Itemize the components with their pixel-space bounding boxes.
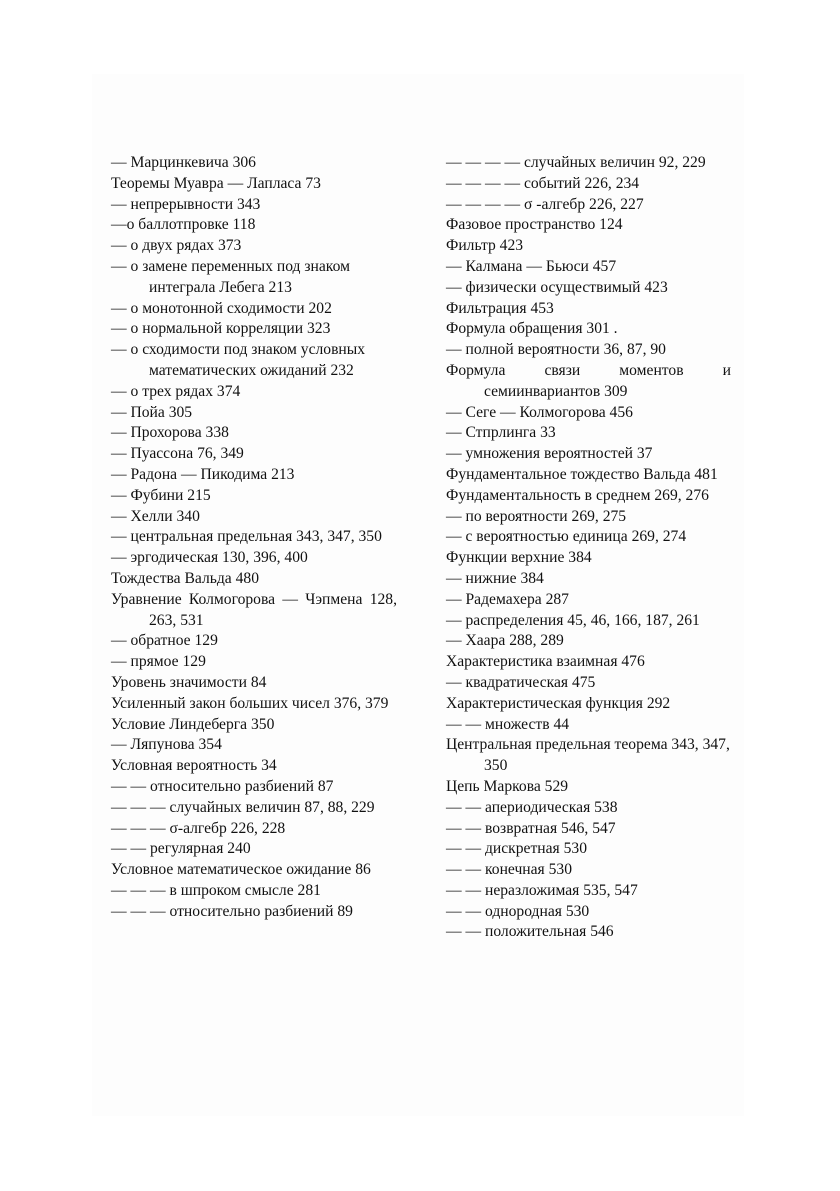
index-entry: — Стпрлинга 33 bbox=[446, 424, 556, 442]
index-entry: Усиленный закон больших чисел 376, 379 bbox=[111, 694, 389, 712]
index-entry: — Радемахера 287 bbox=[446, 590, 569, 608]
index-entry: — Хаара 288, 289 bbox=[446, 632, 564, 650]
index-entry: Уравнение Колмогорова — Чэпмена 128, 263, 531 bbox=[111, 590, 397, 629]
index-entry: Формула обращения 301 . bbox=[446, 320, 618, 338]
index-entry: — — регулярная 240 bbox=[111, 840, 251, 858]
index-entry: Фильтрация 453 bbox=[446, 299, 554, 317]
index-entry: — Пуассона 76, 349 bbox=[111, 445, 244, 463]
index-entry: Условное математическое ожидание 86 bbox=[111, 861, 371, 879]
index-entry: — Радона — Пикодима 213 bbox=[111, 465, 295, 483]
index-entry: — по вероятности 269, 275 bbox=[446, 507, 627, 525]
index-entry: — — относительно разбиений 87 bbox=[111, 777, 334, 795]
index-entry: — эргодическая 130, 396, 400 bbox=[111, 549, 308, 567]
index-entry: — обратное 129 bbox=[111, 632, 218, 650]
index-entry: — — — относительно разбиений 89 bbox=[111, 902, 353, 920]
index-entry: — — положительная 546 bbox=[446, 923, 614, 941]
index-entry: — Пойа 305 bbox=[111, 403, 193, 421]
index-entry: — о монотонной сходимости 202 bbox=[111, 299, 332, 317]
index-column-left bbox=[111, 153, 397, 922]
index-entry: Цепь Маркова 529 bbox=[446, 777, 569, 795]
index-entry: Характеристика взаимная 476 bbox=[446, 653, 645, 671]
index-entry: Теоремы Муавра — Лапласа 73 bbox=[111, 174, 321, 192]
index-entry: — — — случайных величин 87, 88, 229 bbox=[111, 798, 375, 816]
index-entry: — — множеств 44 bbox=[446, 715, 570, 733]
index-entry: — умножения вероятностей 37 bbox=[446, 445, 653, 463]
index-entry: — о замене переменных под знаком интеграла Лебега 213 bbox=[111, 257, 350, 296]
index-entry: — физически осуществимый 423 bbox=[446, 278, 668, 296]
index-entry: — — конечная 530 bbox=[446, 861, 573, 879]
index-entry: Фазовое пространство 124 bbox=[446, 216, 623, 234]
index-entry: — — дискретная 530 bbox=[446, 840, 588, 858]
index-entry: — центральная предельная 343, 347, 350 bbox=[111, 528, 382, 546]
index-entry: — Марцинкевича 306 bbox=[111, 154, 256, 171]
index-entry: Фильтр 423 bbox=[446, 237, 524, 255]
index-entry: — Фубини 215 bbox=[111, 486, 211, 504]
index-entry: — — — — случайных величин 92, 229 bbox=[446, 154, 706, 171]
index-entry: Фундаментальность в среднем 269, 276 bbox=[446, 486, 709, 504]
index-entry: — нижние 384 bbox=[446, 569, 544, 587]
index-entry: Условие Линдеберга 350 bbox=[111, 715, 275, 733]
index-entry: Функции верхние 384 bbox=[446, 549, 592, 567]
index-entry: Уровень значимости 84 bbox=[111, 673, 267, 691]
index-entry: Формула связи моментов и семиинвариантов 309 bbox=[446, 361, 731, 400]
index-entry: — квадратическая 475 bbox=[446, 673, 596, 691]
index-column-right bbox=[446, 153, 731, 943]
index-entry: Условная вероятность 34 bbox=[111, 757, 277, 775]
index-entry: — Хелли 340 bbox=[111, 507, 200, 525]
index-entry: Центральная предельная теорема 343, 347, 350 bbox=[446, 736, 730, 775]
index-entry: — с вероятностью единица 269, 274 bbox=[446, 528, 687, 546]
index-entry: — — — в шпроком смысле 281 bbox=[111, 881, 321, 899]
index-entry: — — — — событий 226, 234 bbox=[446, 174, 640, 192]
index-entry: — распределения 45, 46, 166, 187, 261 bbox=[446, 611, 700, 629]
index-entry: — — — σ-алгебр 226, 228 bbox=[111, 819, 286, 837]
index-entry: — о сходимости под знаком условных математических ожиданий 232 bbox=[111, 341, 366, 379]
index-entry: — непрерывности 343 bbox=[111, 195, 261, 213]
index-entry: Фундаментальное тождество Вальда 481 bbox=[446, 465, 718, 483]
index-entry: — Прохорова 338 bbox=[111, 424, 229, 442]
index-entry: — о трех рядах 374 bbox=[111, 382, 241, 400]
index-entry: — Калмана — Бьюси 457 bbox=[446, 257, 617, 275]
index-entry: — о нормальной корреляции 323 bbox=[111, 320, 331, 338]
index-entry: — — апериодическая 538 bbox=[446, 798, 618, 816]
index-entry: — — возвратная 546, 547 bbox=[446, 819, 616, 837]
index-entry: —о баллотпровке 118 bbox=[111, 216, 256, 234]
index-entry: — — однородная 530 bbox=[446, 902, 590, 920]
index-entry: — Сеге — Колмогорова 456 bbox=[446, 403, 633, 421]
index-entry: — Ляпунова 354 bbox=[111, 736, 222, 754]
index-entry: — прямое 129 bbox=[111, 653, 206, 671]
index-entry: — — неразложимая 535, 547 bbox=[446, 881, 638, 899]
index-entry: Характеристическая функция 292 bbox=[446, 694, 671, 712]
index-entry: — полной вероятности 36, 87, 90 bbox=[446, 341, 666, 359]
index-entry: — — — — σ -алгебр 226, 227 bbox=[446, 195, 644, 213]
index-entry: Тождества Вальда 480 bbox=[111, 569, 259, 587]
index-entry: — о двух рядах 373 bbox=[111, 237, 242, 255]
